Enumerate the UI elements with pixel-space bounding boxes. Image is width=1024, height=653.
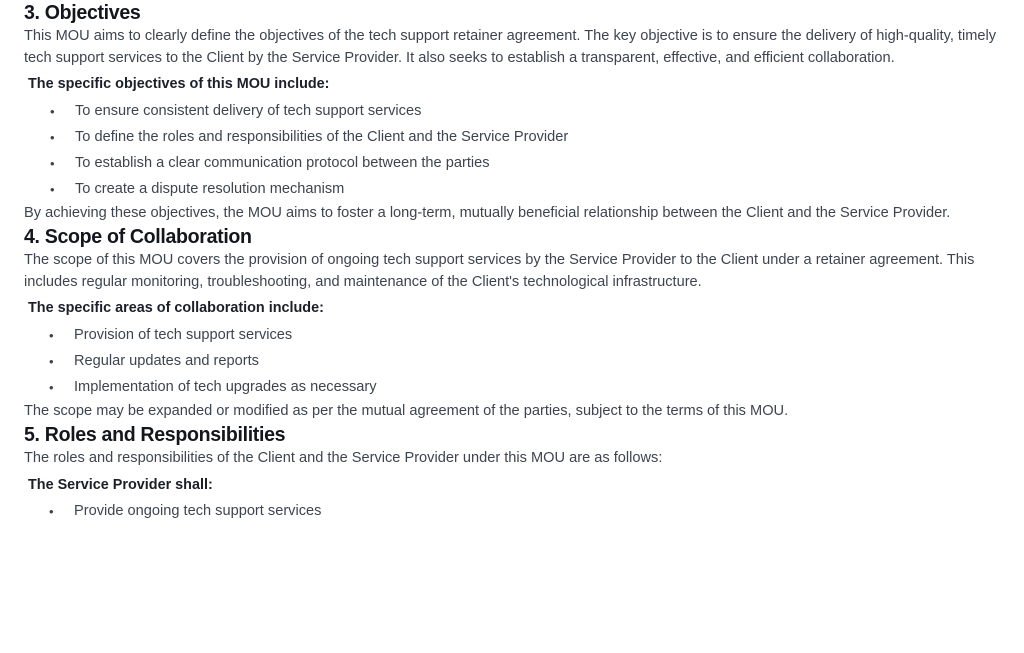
section-objectives (24, 0, 1000, 224)
section-roles-and-responsibilities (24, 422, 1000, 525)
list-item: • To ensure consistent delivery of tech support services (24, 98, 1000, 124)
service-provider-bullet-list (24, 499, 1000, 525)
list-item: • Provide ongoing tech support services (24, 499, 1000, 525)
list-item: • To create a dispute resolution mechanism (24, 177, 1000, 203)
section-lead-in-scope: The specific areas of collaboration include: (28, 300, 324, 317)
list-item: • To establish a clear communication protocol between the parties (24, 150, 1000, 176)
list-item: • Implementation of tech upgrades as necessary (24, 375, 1000, 401)
list-item: • Regular updates and reports (24, 348, 1000, 374)
section-closing-paragraph: By achieving these objectives, the MOU aims to foster a long-term, mutually beneficial relationship between the Client and the Service Provider. (24, 204, 951, 221)
section-closing-paragraph: The scope may be expanded or modified as per the mutual agreement of the parties, subject to the terms of this MOU. (24, 402, 789, 419)
section-lead-in-service-provider: The Service Provider shall: (28, 476, 213, 493)
section-heading-objectives: 3. Objectives (24, 1, 141, 24)
section-intro-paragraph: The scope of this MOU covers the provision of ongoing tech support services by the Service Provider to the Client under a retainer agreement. This includes regular monitoring, troubleshooting, and maintenance of the Client's technological infrastructure. (24, 252, 975, 290)
list-item: • To define the roles and responsibilities of the Client and the Service Provider (24, 124, 1000, 150)
section-intro-paragraph: The roles and responsibilities of the Client and the Service Provider under this MOU are as follows: (24, 450, 663, 467)
section-heading-scope-of-collaboration: 4. Scope of Collaboration (24, 225, 252, 249)
section-scope-of-collaboration (24, 224, 1000, 422)
objectives-bullet-list (24, 98, 1000, 203)
scope-bullet-list (24, 322, 1000, 401)
section-intro-paragraph: This MOU aims to clearly define the objectives of the tech support retainer agreement. The key objective is to ensure the delivery of high-quality, timely tech support services to the Client by the Service Provider. It also seeks to establish a transparent, effective, and efficient collaboration. (24, 28, 997, 66)
section-heading-roles-and-responsibilities: 5. Roles and Responsibilities (24, 423, 286, 447)
section-lead-in-objectives: The specific objectives of this MOU include: (28, 76, 330, 92)
list-item: • Provision of tech support services (24, 322, 1000, 348)
